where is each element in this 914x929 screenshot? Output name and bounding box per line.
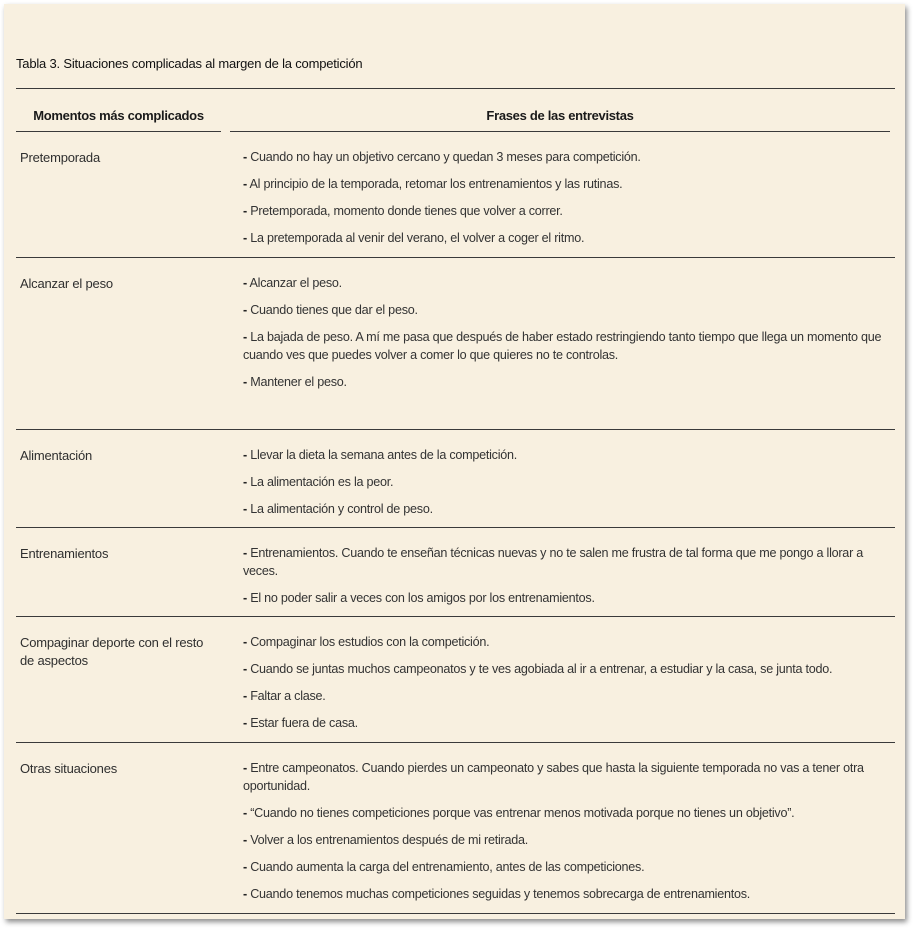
row-phrases [243, 633, 893, 741]
phrase-item [243, 804, 893, 822]
row-category: Pretemporada [20, 150, 100, 165]
phrase-item [243, 589, 893, 607]
row-phrases [243, 446, 893, 527]
phrase-item [243, 500, 893, 518]
phrase-text: La pretemporada al venir del verano, el volver a coger el ritmo. [250, 231, 585, 245]
table-row [16, 743, 895, 914]
phrase-text: Pretemporada, momento donde tienes que volver a correr. [250, 204, 563, 218]
column-header-phrases: Frases de las entrevistas [486, 108, 634, 123]
table-row [16, 430, 895, 528]
phrase-text: Cuando se juntas muchos campeonatos y te ves agobiada al ir a entrenar, a estudiar y la casa, se junta todo. [250, 662, 833, 676]
phrase-text: Cuando tenemos muchas competiciones seguidas y tenemos sobrecarga de entrenamientos. [250, 887, 751, 901]
table-row [16, 528, 895, 617]
table-row [16, 132, 895, 258]
phrase-item [243, 473, 893, 491]
phrase-text: Compaginar los estudios con la competición. [250, 635, 490, 649]
phrase-text: Al principio de la temporada, retomar los entrenamientos y las rutinas. [249, 177, 623, 191]
phrase-item [243, 633, 893, 651]
phrase-text: Entre campeonatos. Cuando pierdes un campeonato y sabes que hasta la siguiente temporada no vas a tener otra oportunidad. [243, 761, 864, 793]
phrase-item [243, 714, 893, 732]
bullet-dash: - [243, 635, 247, 649]
phrase-item [243, 687, 893, 705]
phrase-item [243, 229, 893, 247]
phrase-text: Mantener el peso. [250, 375, 347, 389]
row-category: Otras situaciones [20, 761, 118, 776]
bullet-dash: - [243, 375, 247, 389]
phrase-item [243, 858, 893, 876]
phrase-text: Estar fuera de casa. [250, 716, 358, 730]
phrase-item [243, 175, 893, 193]
phrase-text: Cuando tienes que dar el peso. [250, 303, 418, 317]
row-phrases [243, 544, 893, 616]
bullet-dash: - [243, 177, 247, 191]
column-header-category: Momentos más complicados [33, 108, 204, 123]
phrase-item [243, 660, 893, 678]
table-panel [4, 4, 905, 919]
phrase-item [243, 202, 893, 220]
bullet-dash: - [243, 689, 247, 703]
phrase-item [243, 301, 893, 319]
bullet-dash: - [243, 546, 247, 560]
phrase-text: Llevar la dieta la semana antes de la competición. [250, 448, 518, 462]
table-caption: Tabla 3. Situaciones complicadas al margen de la competición [16, 56, 363, 71]
phrase-text: Cuando no hay un objetivo cercano y quedan 3 meses para competición. [250, 150, 641, 164]
phrase-item [243, 148, 893, 166]
table-row [16, 617, 895, 743]
phrase-text: El no poder salir a veces con los amigos por los entrenamientos. [250, 591, 595, 605]
bullet-dash: - [243, 860, 247, 874]
row-category: Entrenamientos [20, 546, 109, 561]
bullet-dash: - [243, 591, 247, 605]
bullet-dash: - [243, 662, 247, 676]
phrase-item [243, 373, 893, 391]
phrase-text: Volver a los entrenamientos después de mi retirada. [250, 833, 528, 847]
phrase-item [243, 544, 893, 580]
row-category: Alimentación [20, 448, 93, 463]
row-category: Alcanzar el peso [20, 276, 113, 291]
phrase-text: Alcanzar el peso. [249, 276, 342, 290]
bullet-dash: - [243, 276, 247, 290]
phrase-text: Faltar a clase. [250, 689, 326, 703]
phrase-text: La alimentación es la peor. [250, 475, 394, 489]
row-phrases [243, 759, 893, 912]
bullet-dash: - [243, 502, 247, 516]
phrase-item [243, 885, 893, 903]
bullet-dash: - [243, 833, 247, 847]
bullet-dash: - [243, 448, 247, 462]
phrase-text: La alimentación y control de peso. [250, 502, 433, 516]
bullet-dash: - [243, 303, 247, 317]
bullet-dash: - [243, 716, 247, 730]
phrase-text: Cuando aumenta la carga del entrenamiento, antes de las competiciones. [250, 860, 645, 874]
phrase-item [243, 759, 893, 795]
bullet-dash: - [243, 204, 247, 218]
bullet-dash: - [243, 231, 247, 245]
bullet-dash: - [243, 806, 247, 820]
caption-divider [16, 88, 895, 89]
bullet-dash: - [243, 761, 247, 775]
phrase-text: La bajada de peso. A mí me pasa que después de haber estado restringiendo tanto tiempo que llega un momento que cuando ves que puedes volver a comer lo que quieres no te controlas. [243, 330, 882, 362]
row-phrases [243, 274, 893, 400]
bullet-dash: - [243, 475, 247, 489]
bullet-dash: - [243, 150, 247, 164]
bullet-dash: - [243, 330, 247, 344]
phrase-item [243, 831, 893, 849]
phrase-text: Entrenamientos. Cuando te enseñan técnicas nuevas y no te salen me frustra de tal forma que me pongo a llorar a veces. [243, 546, 864, 578]
phrase-item [243, 446, 893, 464]
phrase-text: “Cuando no tienes competiciones porque vas entrenar menos motivada porque no tienes un objetivo”. [250, 806, 795, 820]
phrase-item [243, 274, 893, 292]
phrase-item [243, 328, 893, 364]
table-row [16, 258, 895, 430]
row-category: Compaginar deporte con el resto de aspectos [20, 635, 204, 668]
row-phrases [243, 148, 893, 256]
bullet-dash: - [243, 887, 247, 901]
